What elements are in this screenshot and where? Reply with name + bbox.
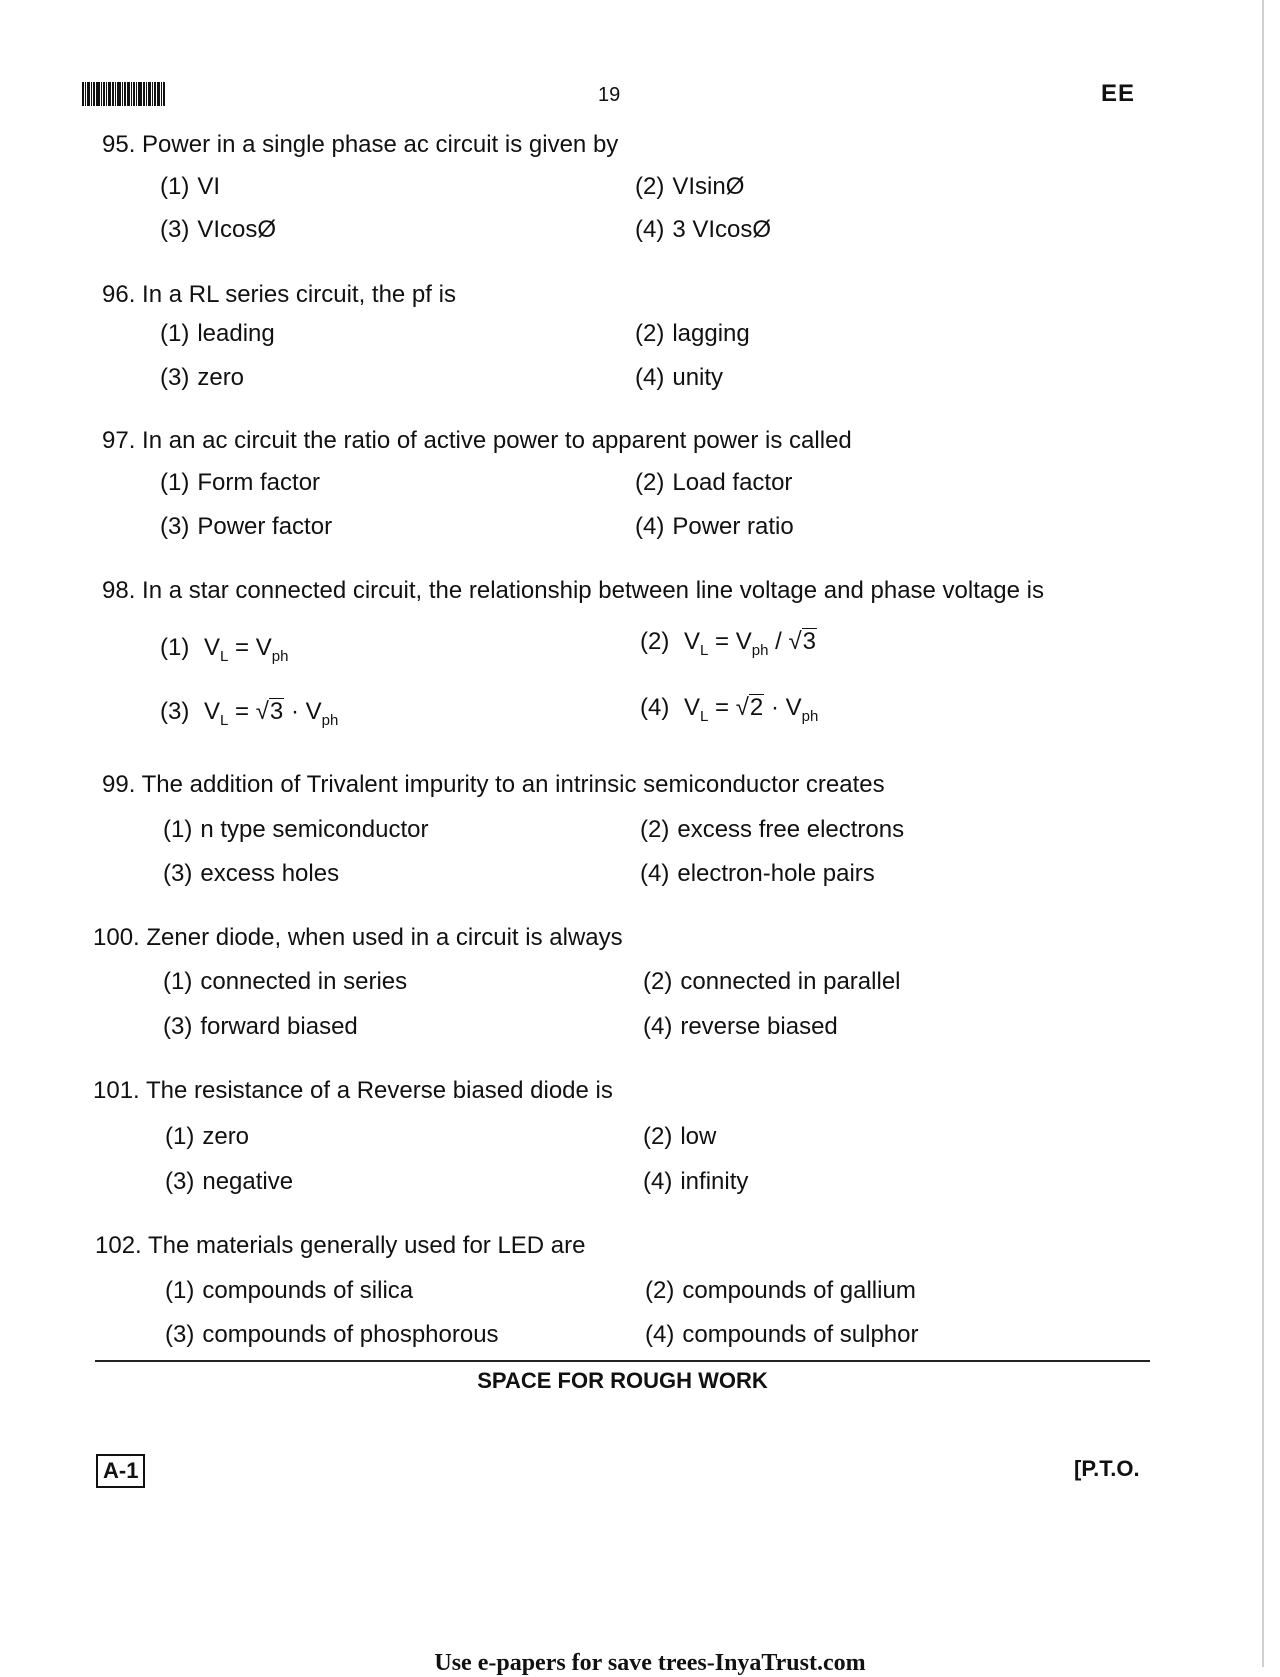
option <box>640 694 818 725</box>
option-number: (2) <box>635 469 665 496</box>
option-number: (2) <box>635 320 665 347</box>
question-number: 98. <box>102 577 136 604</box>
pto-label: [P.T.O. <box>1074 1456 1140 1481</box>
question-96 <box>102 281 456 309</box>
option <box>645 1321 919 1349</box>
option-text: 3 VIcosØ <box>672 216 772 243</box>
option-text: low <box>680 1123 717 1150</box>
option <box>160 320 275 348</box>
option-text: excess free electrons <box>677 816 905 843</box>
option <box>643 968 901 996</box>
option <box>160 469 320 497</box>
option-text: unity <box>672 364 724 391</box>
option-number: (2) <box>643 1123 673 1150</box>
option-text: Form factor <box>197 469 321 496</box>
footer-text: Use e-papers for save trees-InyaTrust.com <box>434 1650 866 1676</box>
option-number: (4) <box>640 860 670 887</box>
option <box>160 364 244 392</box>
option-number: (2) <box>635 173 665 200</box>
option-number: (1) <box>160 634 190 661</box>
option-text: zero <box>197 364 245 391</box>
option-text: compounds of sulphor <box>682 1321 919 1348</box>
option <box>160 513 332 541</box>
option <box>635 320 750 348</box>
option-number: (4) <box>640 694 670 721</box>
formula-vl-equals-root3-vph: $V_L = √3 \cdot V_{ph}$ <box>204 698 339 729</box>
formula-vl-equals-vph-over-root3: $V_L = V_{ph} / √3$ <box>684 628 816 659</box>
option <box>165 1168 293 1196</box>
option-text: Power factor <box>197 513 333 540</box>
divider-line <box>95 1360 1150 1362</box>
formula-vl-equals-vph: $V_L = V_{ph}$ <box>204 634 289 665</box>
question-text: In a RL series circuit, the pf is <box>142 281 456 308</box>
option-text: forward biased <box>200 1013 358 1040</box>
option <box>163 816 428 844</box>
option-number: (4) <box>635 513 665 540</box>
option <box>640 860 875 888</box>
option-number: (3) <box>160 513 190 540</box>
option-text: VI <box>197 173 221 200</box>
option-number: (3) <box>160 698 190 725</box>
option-number: (4) <box>635 216 665 243</box>
option <box>165 1321 499 1349</box>
paper-code: EE <box>1101 80 1136 107</box>
option-number: (3) <box>163 1013 193 1040</box>
rough-work-heading: SPACE FOR ROUGH WORK <box>477 1368 768 1393</box>
option <box>163 860 339 888</box>
option <box>640 628 817 659</box>
option-number: (3) <box>160 216 190 243</box>
scan-edge-line <box>1262 0 1264 1667</box>
option-text: electron-hole pairs <box>677 860 875 887</box>
option <box>643 1123 716 1151</box>
option-text: connected in parallel <box>680 968 901 995</box>
option-number: (3) <box>160 364 190 391</box>
option <box>160 634 288 665</box>
option-text: connected in series <box>200 968 408 995</box>
option-number: (1) <box>165 1277 195 1304</box>
option-text: VIcosØ <box>197 216 277 243</box>
option <box>640 816 904 844</box>
option-number: (1) <box>160 469 190 496</box>
option <box>163 968 407 996</box>
option-number: (2) <box>643 968 673 995</box>
option-number: (4) <box>643 1013 673 1040</box>
option-text: leading <box>197 320 275 347</box>
option-number: (1) <box>160 320 190 347</box>
formula-vl-equals-root2-vph: $V_L = √2 \cdot V_{ph}$ <box>684 694 819 725</box>
question-text: Power in a single phase ac circuit is given by <box>142 131 619 158</box>
question-text: The addition of Trivalent impurity to an intrinsic semiconductor creates <box>141 771 885 798</box>
question-text: In a star connected circuit, the relationship between line voltage and phase voltage is <box>142 577 1044 604</box>
question-text: Zener diode, when used in a circuit is always <box>146 924 623 951</box>
barcode <box>82 82 178 106</box>
question-number: 101. <box>93 1077 140 1104</box>
option-number: (3) <box>163 860 193 887</box>
page-number: 19 <box>598 84 621 106</box>
option-text: reverse biased <box>680 1013 838 1040</box>
option <box>635 513 794 541</box>
option-text: n type semiconductor <box>200 816 429 843</box>
option-text: infinity <box>680 1168 749 1195</box>
question-number: 97. <box>102 427 136 454</box>
question-text: The materials generally used for LED are <box>147 1232 586 1259</box>
option-text: compounds of gallium <box>682 1277 916 1304</box>
option-text: negative <box>202 1168 294 1195</box>
option <box>643 1013 838 1041</box>
option-number: (4) <box>645 1321 675 1348</box>
option-text: VIsinØ <box>672 173 745 200</box>
question-text: In an ac circuit the ratio of active power to apparent power is called <box>142 427 852 454</box>
option-number: (1) <box>160 173 190 200</box>
option-number: (2) <box>645 1277 675 1304</box>
question-99 <box>102 771 885 799</box>
option <box>163 1013 358 1041</box>
option-text: Power ratio <box>672 513 794 540</box>
option <box>645 1277 916 1305</box>
set-code-box: A-1 <box>96 1454 145 1488</box>
option-number: (4) <box>635 364 665 391</box>
option <box>635 173 744 201</box>
option-text: zero <box>202 1123 250 1150</box>
question-number: 95. <box>102 131 136 158</box>
question-text: The resistance of a Reverse biased diode is <box>145 1077 613 1104</box>
question-100 <box>93 924 623 952</box>
option-number: (1) <box>165 1123 195 1150</box>
option-text: Load factor <box>672 469 793 496</box>
option <box>160 698 338 729</box>
option-number: (1) <box>163 968 193 995</box>
question-95 <box>102 131 618 159</box>
option <box>165 1123 249 1151</box>
question-97 <box>102 427 852 455</box>
option-number: (2) <box>640 628 670 655</box>
option-text: lagging <box>672 320 750 347</box>
option-number: (3) <box>165 1168 195 1195</box>
option <box>635 216 771 244</box>
option <box>160 173 220 201</box>
option-text: compounds of silica <box>202 1277 414 1304</box>
question-98 <box>102 577 1044 605</box>
question-102 <box>95 1232 586 1260</box>
option <box>643 1168 748 1196</box>
option-text: compounds of phosphorous <box>202 1321 499 1348</box>
option <box>165 1277 413 1305</box>
option-text: excess holes <box>200 860 340 887</box>
question-number: 99. <box>102 771 136 798</box>
question-101 <box>93 1077 613 1105</box>
option <box>635 364 723 392</box>
option-number: (3) <box>165 1321 195 1348</box>
option <box>160 216 276 244</box>
option <box>635 469 792 497</box>
option-number: (1) <box>163 816 193 843</box>
option-number: (4) <box>643 1168 673 1195</box>
question-number: 100. <box>93 924 140 951</box>
option-number: (2) <box>640 816 670 843</box>
question-number: 102. <box>95 1232 142 1259</box>
question-number: 96. <box>102 281 136 308</box>
